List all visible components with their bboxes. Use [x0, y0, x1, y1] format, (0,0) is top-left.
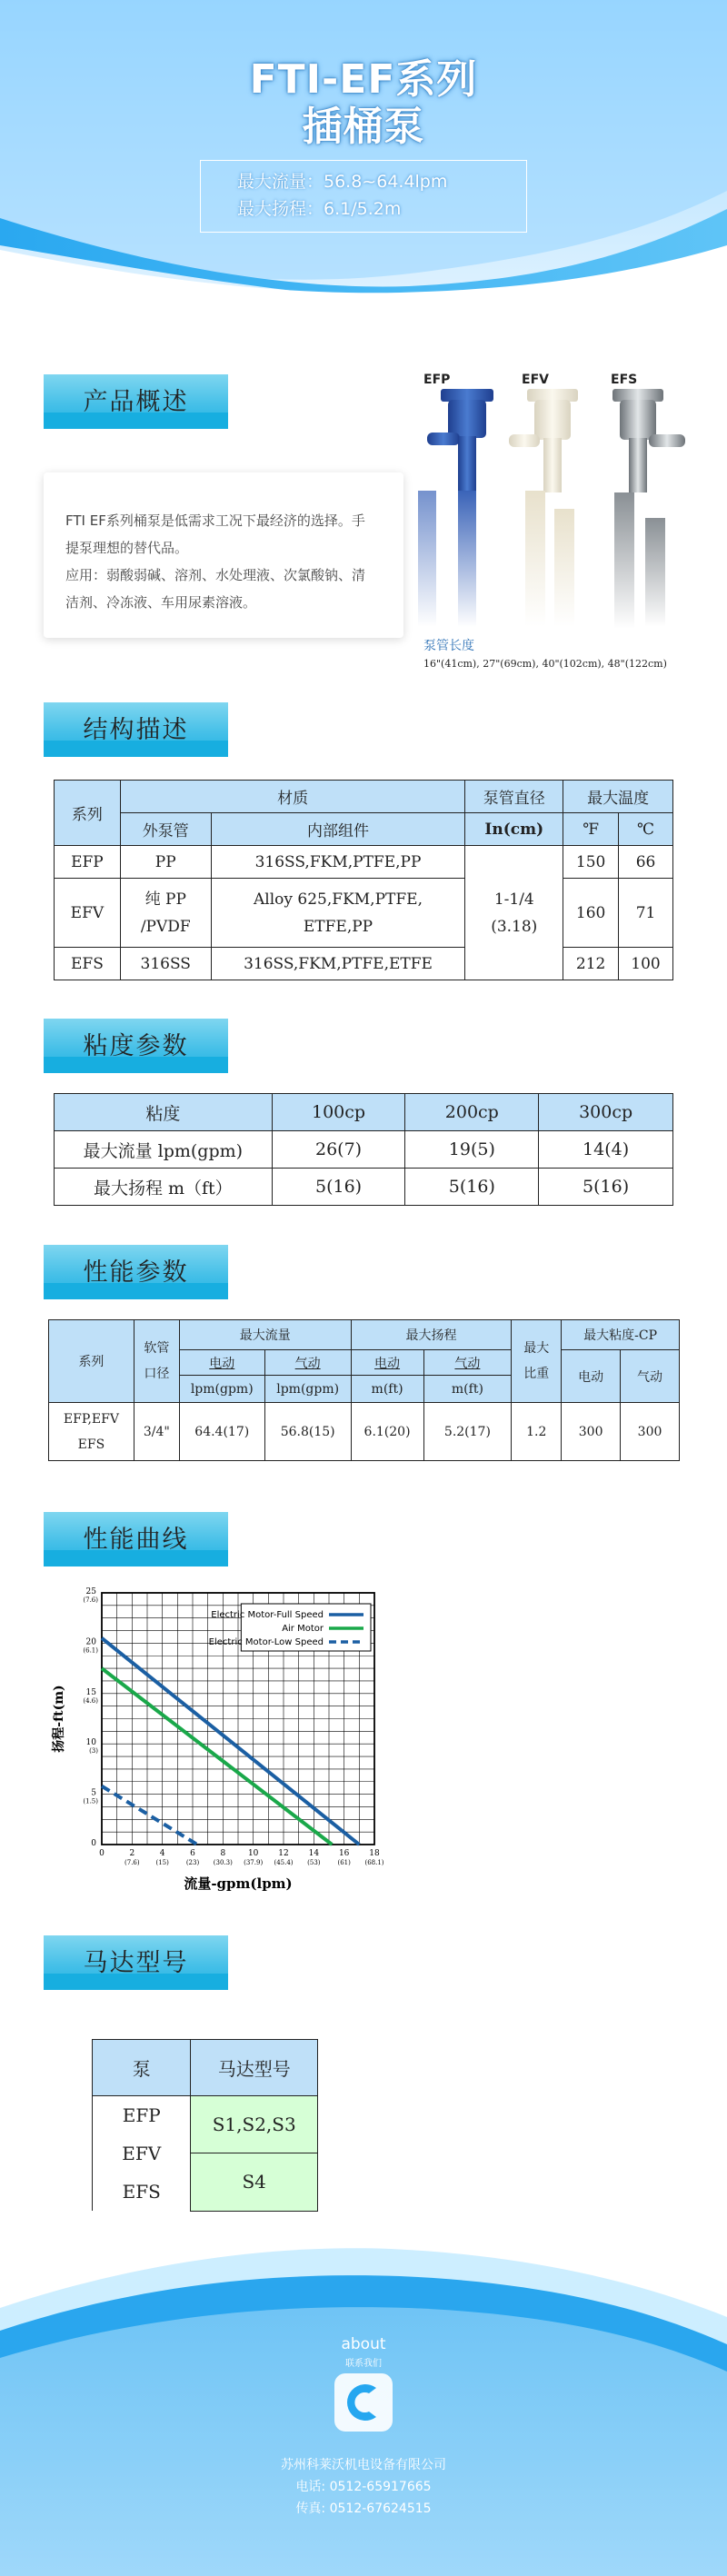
- pump-efv: EFV: [122, 2143, 162, 2164]
- header-electric: 电动: [179, 1350, 264, 1376]
- x-tick-sublabel: (53): [307, 1859, 321, 1866]
- table-row: [55, 1131, 673, 1169]
- section-header-motor: [44, 1935, 228, 1990]
- y-tick-sublabel: (4.6): [83, 1696, 98, 1705]
- cell-value: 19(5): [405, 1131, 539, 1169]
- header-200cp: 200cp: [405, 1094, 539, 1131]
- header-viscosity: 粘度: [55, 1094, 273, 1131]
- header-unit: lpm(gpm): [179, 1376, 264, 1403]
- pipe-length-sizes: 16"(41cm), 27"(69cm), 40"(102cm), 48"(122cm): [423, 658, 667, 670]
- x-tick-sublabel: (45.4): [274, 1859, 294, 1866]
- cell-model: S4: [191, 2153, 318, 2211]
- x-tick-sublabel: (37.9): [244, 1859, 264, 1866]
- header-diameter-unit: In(cm): [465, 813, 563, 846]
- row-label: 最大扬程 m（ft）: [55, 1169, 273, 1206]
- hero-banner: [0, 0, 727, 300]
- section-header-overview: [44, 374, 228, 429]
- x-tick-label: 8: [220, 1849, 226, 1858]
- y-tick-sublabel: (7.6): [83, 1596, 98, 1604]
- legend-entry: Air Motor: [282, 1624, 324, 1634]
- pump-label-efp: EFP: [423, 373, 451, 387]
- cell-model: S1,S2,S3: [191, 2096, 318, 2153]
- table-row: [55, 1169, 673, 1206]
- y-tick-label: 5: [91, 1788, 96, 1798]
- header-max-viscosity: 最大粘度-CP: [562, 1320, 680, 1350]
- x-tick-label: 14: [308, 1849, 320, 1858]
- x-tick-label: 2: [129, 1849, 135, 1858]
- company-logo-bg: [334, 2373, 393, 2432]
- cell-hose: 3/4": [134, 1403, 179, 1461]
- x-tick-sublabel: (68.1): [364, 1859, 384, 1866]
- x-tick-label: 0: [99, 1849, 105, 1858]
- hero-title-line1: FTI-EF系列: [249, 56, 478, 103]
- header-sg-line2: 比重: [523, 1367, 550, 1381]
- cell-value: 26(7): [272, 1131, 405, 1169]
- x-tick-label: 10: [247, 1849, 259, 1858]
- header-celsius: ℃: [619, 813, 673, 846]
- overview-card: [44, 472, 403, 638]
- cell-diameter: [465, 846, 563, 980]
- section-header-viscosity: [44, 1019, 228, 1073]
- viscosity-table: [54, 1093, 673, 1206]
- motor-table: [92, 2039, 318, 2212]
- header-motor-model: 马达型号: [191, 2040, 318, 2096]
- header-sg-line1: 最大: [523, 1341, 550, 1356]
- header-100cp: 100cp: [272, 1094, 405, 1131]
- hero-max-flow: 最大流量：56.8~64.4lpm: [237, 172, 448, 192]
- x-tick-sublabel: (61): [337, 1859, 351, 1866]
- header-air: 气动: [423, 1350, 512, 1376]
- x-tick-label: 12: [278, 1849, 289, 1858]
- x-tick-sublabel: (30.3): [213, 1859, 233, 1866]
- section-header-performance: [44, 1245, 228, 1299]
- pump-efs: EFS: [122, 2181, 161, 2203]
- header-material: 材质: [120, 781, 465, 813]
- cell-value: 5(16): [272, 1169, 405, 1206]
- overview-line: 应用：弱酸弱碱、溶剂、水处理液、次氯酸钠、清: [65, 567, 366, 583]
- cell-temp-f: 150: [563, 846, 619, 879]
- header-electric: 电动: [562, 1350, 621, 1403]
- cell-inner: 316SS,FKM,PTFE,PP: [211, 846, 465, 879]
- cell-outer-line2: /PVDF: [140, 917, 191, 936]
- header-hose: [134, 1320, 179, 1403]
- footer-about-sub: 联系我们: [345, 2359, 382, 2369]
- structure-table: [54, 780, 673, 980]
- row-label: 最大流量 lpm(gpm): [55, 1131, 273, 1169]
- cell-sg: 1.2: [512, 1403, 562, 1461]
- header-air: 气动: [264, 1350, 351, 1376]
- x-tick-label: 16: [338, 1849, 350, 1858]
- cell-temp-f: 160: [563, 879, 619, 948]
- overview-line: 提泵理想的替代品。: [65, 540, 189, 556]
- y-tick-sublabel: (6.1): [83, 1646, 98, 1655]
- hero-max-head: 最大扬程：6.1/5.2m: [237, 199, 402, 219]
- x-tick-label: 4: [159, 1849, 165, 1858]
- cell-visc-air: 300: [621, 1403, 680, 1461]
- y-tick-label: 0: [91, 1839, 96, 1848]
- cell-visc-electric: 300: [562, 1403, 621, 1461]
- cell-inner: [211, 879, 465, 948]
- y-axis-label: 扬程-ft(m): [52, 1685, 66, 1753]
- series-line: [102, 1638, 359, 1845]
- section-title: 马达型号: [83, 1949, 189, 1977]
- pump-label-efv: EFV: [522, 373, 549, 387]
- cell-series: EFP: [55, 846, 121, 879]
- diameter-cm: (3.18): [491, 917, 538, 936]
- header-fahrenheit: ℉: [563, 813, 619, 846]
- cell-series: EFV: [55, 879, 121, 948]
- header-sg: [512, 1320, 562, 1403]
- footer-wave-graphic: [0, 2244, 727, 2576]
- header-max-head: 最大扬程: [351, 1320, 512, 1350]
- cell-inner-line2: ETFE,PP: [303, 917, 373, 936]
- cell-value: 5(16): [405, 1169, 539, 1206]
- y-tick-sublabel: (3): [89, 1747, 98, 1755]
- header-inner-parts: 内部组件: [211, 813, 465, 846]
- overview-line: FTI EF系列桶泵是低需求工况下最经济的选择。手: [65, 512, 365, 529]
- footer-about: about: [341, 2335, 386, 2353]
- diameter-inch: 1-1/4: [493, 890, 534, 909]
- cell-series: EFS: [55, 948, 121, 980]
- table-row: [55, 948, 673, 980]
- y-tick-label: 15: [85, 1687, 96, 1697]
- y-tick-label: 10: [85, 1738, 96, 1748]
- hero-title: [0, 56, 727, 151]
- header-max-flow: 最大流量: [179, 1320, 351, 1350]
- cell-head-air: 5.2(17): [423, 1403, 512, 1461]
- cell-outer-line1: 纯 PP: [144, 890, 186, 909]
- section-header-structure: [44, 702, 228, 757]
- x-tick-label: 18: [369, 1849, 380, 1858]
- cell-temp-c: 66: [619, 846, 673, 879]
- series-line: [102, 1786, 197, 1845]
- cell-series-line1: EFP,EFV: [63, 1411, 119, 1427]
- pump-images: [418, 373, 691, 636]
- footer-fax: 传真: 0512-67624515: [295, 2501, 432, 2516]
- footer-company: 苏州科莱沃机电设备有限公司: [281, 2458, 446, 2472]
- header-300cp: 300cp: [539, 1094, 673, 1131]
- table-row: [55, 846, 673, 879]
- header-unit: lpm(gpm): [264, 1376, 351, 1403]
- section-title: 产品概述: [83, 388, 189, 416]
- cell-temp-f: 212: [563, 948, 619, 980]
- x-tick-sublabel: (15): [155, 1859, 169, 1866]
- cell-temp-c: 100: [619, 948, 673, 980]
- footer: [0, 2244, 727, 2576]
- x-tick-label: 6: [190, 1849, 195, 1858]
- cell-inner: 316SS,FKM,PTFE,ETFE: [211, 948, 465, 980]
- cell-temp-c: 71: [619, 879, 673, 948]
- cell-inner-line1: Alloy 625,FKM,PTFE,: [254, 890, 423, 909]
- cell-flow-electric: 64.4(17): [179, 1403, 264, 1461]
- x-tick-sublabel: (7.6): [124, 1859, 140, 1866]
- y-tick-label: 20: [85, 1637, 96, 1647]
- header-hose-line1: 软管: [144, 1341, 170, 1356]
- cell-value: 5(16): [539, 1169, 673, 1206]
- header-series: 系列: [49, 1320, 134, 1403]
- cell-outer: 316SS: [120, 948, 211, 980]
- cell-head-electric: 6.1(20): [351, 1403, 423, 1461]
- hero-title-line2: 插桶泵: [302, 104, 425, 150]
- cell-series: [49, 1403, 134, 1461]
- legend-entry: Electric Motor-Low Speed: [208, 1637, 324, 1647]
- section-title: 性能曲线: [83, 1526, 189, 1554]
- header-unit: m(ft): [423, 1376, 512, 1403]
- header-outer-pipe: 外泵管: [120, 813, 211, 846]
- performance-table: [48, 1319, 680, 1461]
- chart-svg: [50, 1586, 413, 1899]
- header-pump: 泵: [93, 2040, 191, 2096]
- performance-chart: [50, 1586, 413, 1899]
- header-unit: m(ft): [351, 1376, 423, 1403]
- section-header-curve: [44, 1512, 228, 1566]
- cell-value: 14(4): [539, 1131, 673, 1169]
- header-series: 系列: [55, 781, 121, 846]
- header-electric: 电动: [351, 1350, 423, 1376]
- header-hose-line2: 口径: [144, 1367, 170, 1381]
- pipe-length-caption: 泵管长度: [423, 639, 474, 653]
- table-row: [55, 879, 673, 948]
- pump-efp: EFP: [122, 2104, 161, 2126]
- cell-pumps: [93, 2096, 191, 2212]
- section-title: 结构描述: [83, 716, 189, 744]
- x-axis-label: 流量-gpm(lpm): [184, 1875, 293, 1892]
- header-air: 气动: [621, 1350, 680, 1403]
- x-tick-sublabel: (23): [185, 1859, 200, 1866]
- hero-spec-box: [200, 160, 527, 233]
- cell-series-line2: EFS: [77, 1437, 105, 1452]
- pump-illustration: [418, 373, 691, 636]
- pump-label-efs: EFS: [611, 373, 638, 387]
- cell-outer: [120, 879, 211, 948]
- cell-outer: PP: [120, 846, 211, 879]
- overview-line: 洁剂、冷冻液、车用尿素溶液。: [65, 594, 257, 611]
- y-tick-sublabel: (1.5): [83, 1797, 98, 1805]
- footer-phone: 电话: 0512-65917665: [295, 2480, 432, 2494]
- header-diameter: 泵管直径: [465, 781, 563, 813]
- cell-flow-air: 56.8(15): [264, 1403, 351, 1461]
- table-row: [49, 1403, 680, 1461]
- section-title: 性能参数: [83, 1258, 189, 1287]
- header-max-temp: 最大温度: [563, 781, 673, 813]
- section-title: 粘度参数: [83, 1032, 189, 1060]
- legend-entry: Electric Motor-Full Speed: [211, 1610, 324, 1620]
- y-tick-label: 25: [85, 1587, 96, 1596]
